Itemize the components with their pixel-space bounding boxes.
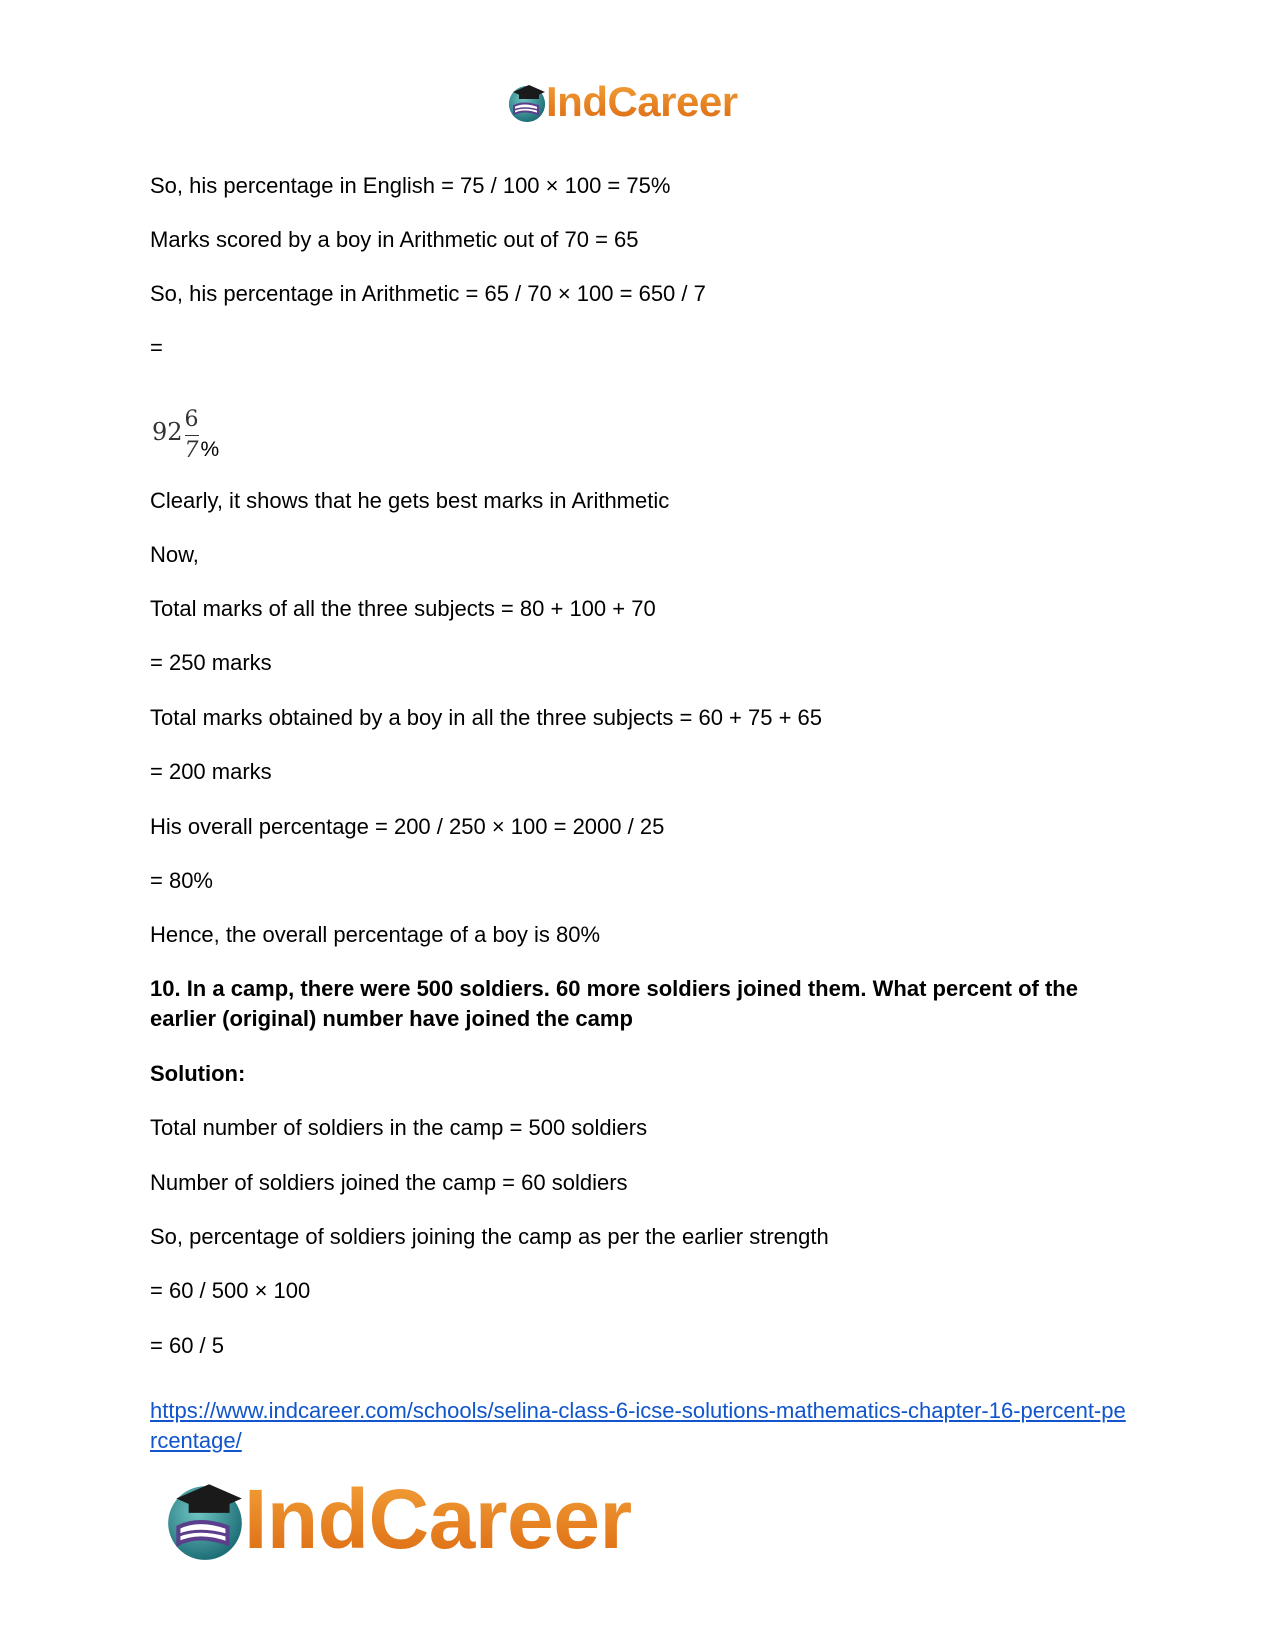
header-logo: [505, 80, 738, 124]
text-line: = 250 marks: [150, 650, 272, 675]
source-link[interactable]: https://www.indcareer.com/schools/selina-class-6-icse-solutions-mathematics-chapter-16-percent-percentage/: [150, 1398, 1126, 1453]
text-line: = 60 / 500 × 100: [150, 1278, 311, 1303]
text-line: So, his percentage in English = 75 / 100 × 100 = 75%: [150, 173, 671, 198]
mixed-fraction: [152, 398, 219, 468]
fraction-bar: [185, 435, 199, 437]
text-line: Total marks of all the three subjects = 80 + 100 + 70: [150, 596, 656, 621]
question-heading: 10. In a camp, there were 500 soldiers. 60 more soldiers joined them. What percent of the earlier (original) number have joined the camp: [150, 976, 1078, 1031]
logo-text: IndCareer: [244, 1472, 632, 1566]
fraction-numerator: 6: [184, 406, 199, 432]
text-line: Hence, the overall percentage of a boy is 80%: [150, 922, 601, 947]
text-line: = 200 marks: [150, 759, 272, 784]
text-line: = 80%: [150, 868, 213, 893]
text-line: So, percentage of soldiers joining the camp as per the earlier strength: [150, 1224, 829, 1249]
text-line: Number of soldiers joined the camp = 60 soldiers: [150, 1170, 628, 1195]
solution-label: Solution:: [150, 1061, 246, 1086]
graduation-cap-book-icon: [505, 80, 549, 124]
fraction: [185, 407, 199, 465]
text-line: Marks scored by a boy in Arithmetic out of 70 = 65: [150, 227, 639, 252]
text-line: =: [150, 335, 163, 360]
footer-logo: [160, 1474, 632, 1564]
graduation-cap-book-icon: [160, 1474, 250, 1564]
text-line: Total number of soldiers in the camp = 500 soldiers: [150, 1115, 648, 1140]
text-line: Now,: [150, 542, 199, 567]
fraction-whole: 92: [152, 418, 183, 446]
text-line: Total marks obtained by a boy in all the three subjects = 60 + 75 + 65: [150, 705, 823, 730]
percent-sign: %: [200, 438, 220, 461]
text-line: His overall percentage = 200 / 250 × 100 = 2000 / 25: [150, 814, 665, 839]
text-line: So, his percentage in Arithmetic = 65 / 70 × 100 = 650 / 7: [150, 281, 706, 306]
fraction-denominator: 7: [184, 438, 199, 463]
logo-text: IndCareer: [546, 78, 738, 125]
text-line: Clearly, it shows that he gets best marks in Arithmetic: [150, 488, 670, 513]
text-line: = 60 / 5: [150, 1333, 225, 1358]
